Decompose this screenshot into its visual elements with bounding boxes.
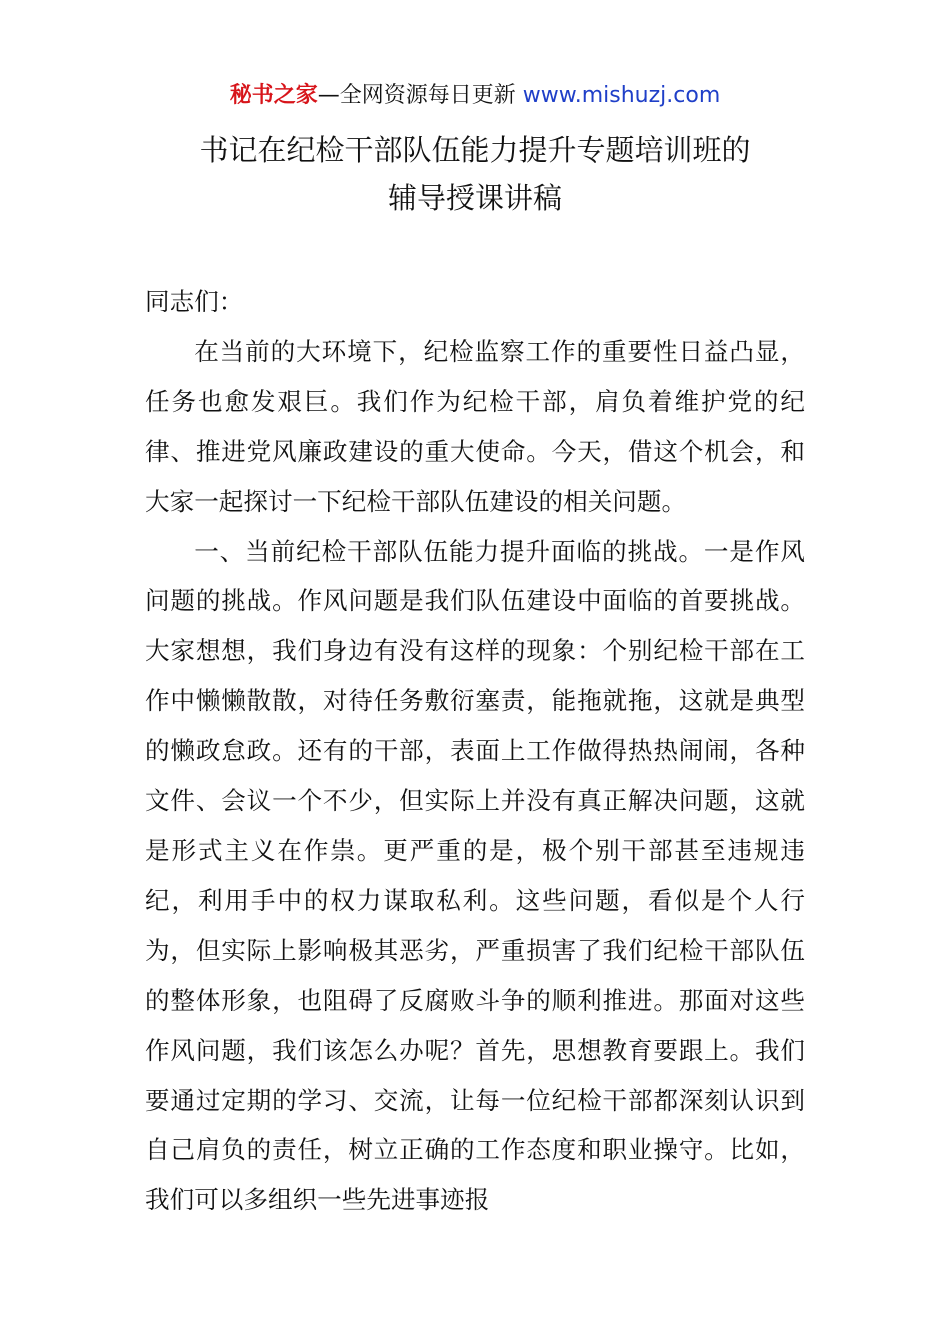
document-body [145, 277, 805, 1225]
site-url[interactable]: www.mishuzj.com [522, 83, 721, 108]
title-line-1: 书记在纪检干部队伍能力提升专题培训班的 [199, 133, 751, 167]
paragraph-intro: 在当前的大环境下，纪检监察工作的重要性日益凸显，任务也愈发艰巨。我们作为纪检干部，肩负着维护党的纪律、推进党风廉政建设的重大使命。今天，借这个机会，和大家一起探讨一下纪检干部队伍建设的相关问题。 [145, 336, 805, 516]
salutation: 同志们： [145, 287, 244, 316]
title-line-2: 辅导授课讲稿 [387, 181, 562, 215]
brand-name: 秘书之家 [229, 83, 318, 108]
document-title [0, 126, 950, 222]
site-header [0, 80, 950, 112]
header-tagline: —全网资源每日更新 [317, 83, 523, 108]
paragraph-challenges: 一、当前纪检干部队伍能力提升面临的挑战。一是作风问题的挑战。作风问题是我们队伍建设中面临的首要挑战。大家想想，我们身边有没有这样的现象：个别纪检干部在工作中懒懒散散，对待任务敷衍塞责，能拖就拖，这就是典型的懒政怠政。还有的干部，表面上工作做得热热闹闹，各种文件、会议一个不少，但实际上并没有真正解决问题，这就是形式主义在作祟。更严重的是，极个别干部甚至违规违纪，利用手中的权力谋取私利。这些问题，看似是个人行为，但实际上影响极其恶劣，严重损害了我们纪检干部队伍的整体形象，也阻碍了反腐败斗争的顺利推进。那面对这些作风问题，我们该怎么办呢？首先，思想教育要跟上。我们要通过定期的学习、交流，让每一位纪检干部都深刻认识到自己肩负的责任，树立正确的工作态度和职业操守。比如，我们可以多组织一些先进事迹报 [145, 536, 805, 1215]
